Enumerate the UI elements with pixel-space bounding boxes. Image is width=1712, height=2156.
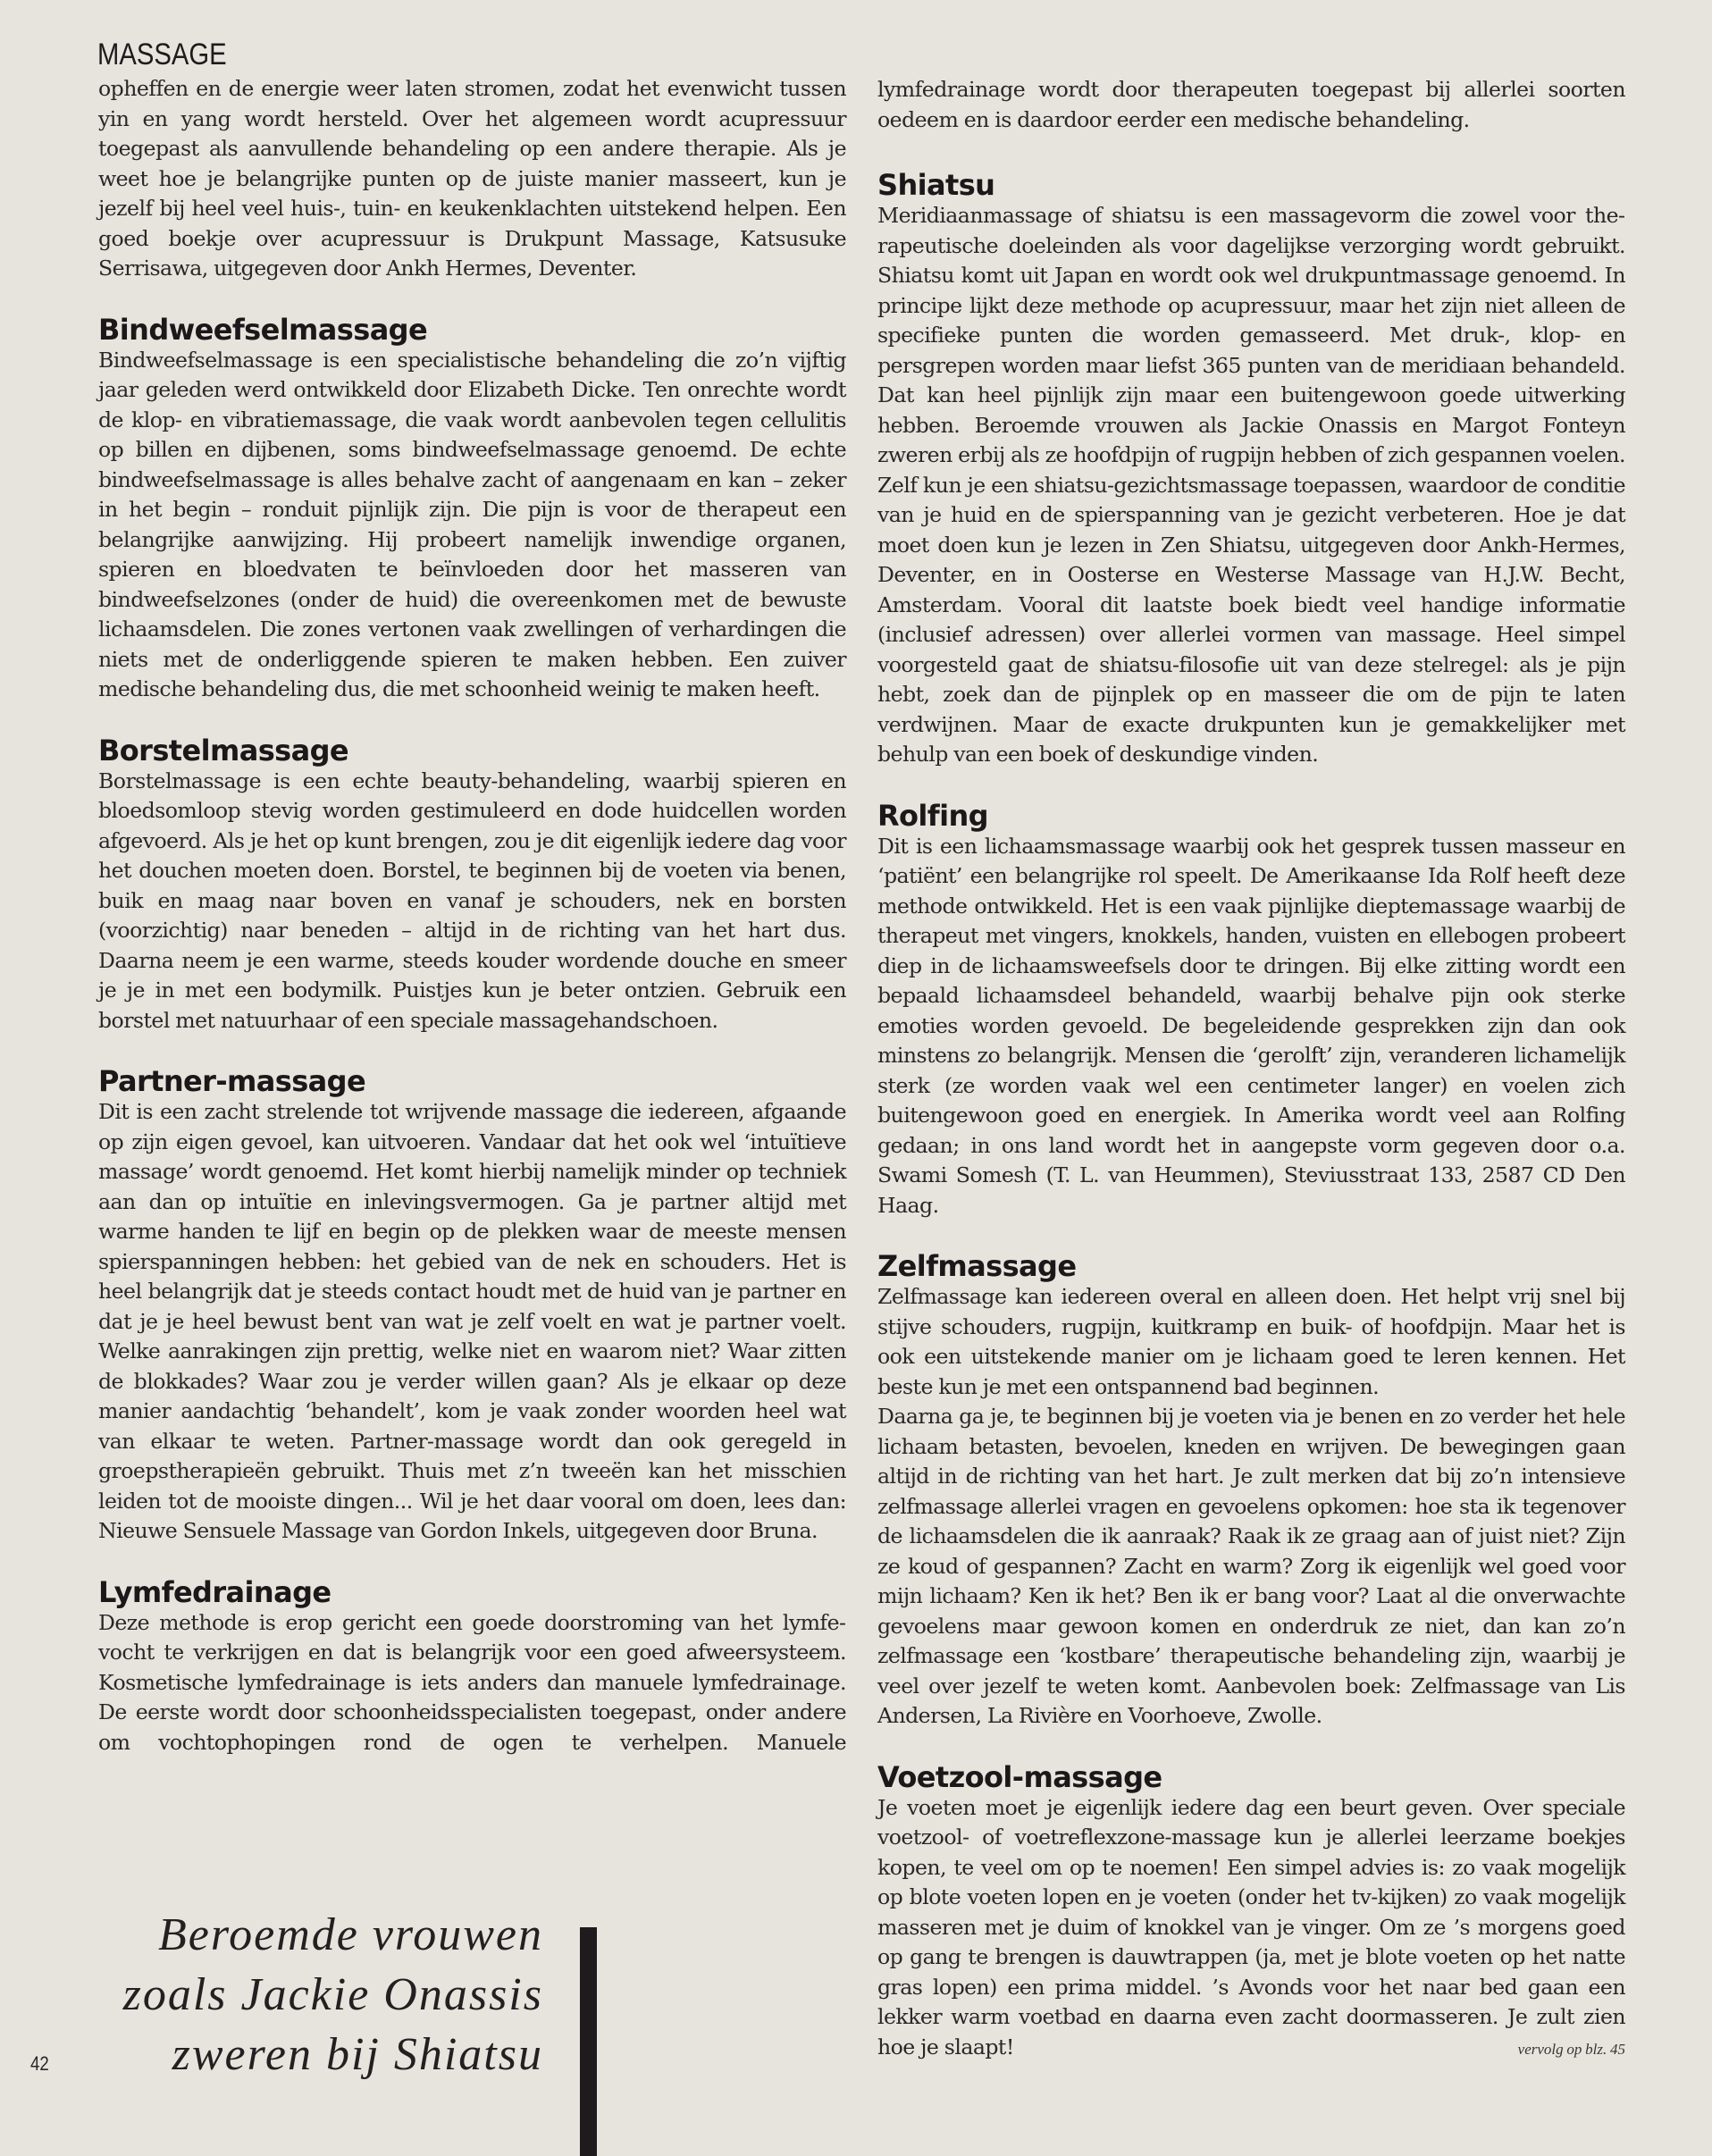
section-shiatsu [877,169,1625,770]
section-borstelmassage [98,734,846,1036]
section-heading: Rolfing [877,798,988,833]
section-heading: Partner-massage [98,1064,366,1098]
section-voetzool-massage [877,1761,1625,2063]
section-body: Deze methode is erop gericht een goede doorstroming van het lymfevocht te verkrijgen en dat is belangrijk voor een goed afweersysteem. Kosmetische lymfedrainage is iets anders dan manuele lymfedrainage. De eerste wordt door schoonheidsspecialisten toegepast, onder andere om vochtophopingen rond de ogen te verhelpen. Manuele [98,1609,846,1755]
section-heading: Lymfedrainage [98,1574,331,1609]
section-heading: Bindweefselmassage [98,312,428,347]
section-rolfing [877,800,1625,1221]
pull-quote-line: zweren bij Shiatsu [172,2029,543,2080]
section-body-continued: Daarna ga je, te beginnen bij je voeten via je benen en zo verder het hele lichaam betasten, bevoelen, kneden en wrijven. De bewegingen gaan altijd in de richting van het hart. Je zult merken dat bij zo’n intensieve zelfmassage allerlei vragen en gevoelens opkomen: hoe sta ik tegenover de lichaamsdelen die ik aanraak? Raak ik ze graag aan of juist niet? Zijn ze koud of gespannen? Zacht en warm? Zorg ik eigenlijk wel goed voor mijn lichaam? Ken ik het? Ben ik er bang voor? Laat al die onverwachte gevoelens maar gewoon komen en onderdruk ze niet, dan kan zo’n zelfmassage een ‘kostbare’ therapeutische behandeling zijn, waarbij je veel over jezelf te weten komt. Aanbevolen boek: Zelfmassage van Lis Andersen, La Rivière en Voorhoeve, Zwolle. [877,1404,1625,1728]
continuation-paragraph: lymfedrainage wordt door therapeuten toegepast bij allerlei soorten oedeem en is daardoor eerder een medische behandeling. [877,77,1625,132]
right-column [877,75,1625,2064]
section-lymfedrainage [98,1576,846,1758]
pull-quote-line: zoals Jackie Onassis [122,1969,543,2020]
section-body-text: Je voeten moet je eigenlijk iedere dag een beurt geven. Over speciale voetzool- of voetreflexzone-massage kun je allerlei leerzame boekjes kopen, te veel om op te noemen! Een simpel advies is: zo vaak mogelijk op blote voeten lopen en je voeten (onder het tv-kijken) zo vaak mogelijk masseren met je duim of knokkel van je vinger. Om ze ’s morgens goed op gang te brengen is dauwtrappen (ja, met je blote voeten op het natte gras lopen) een prima middel. ’s Avonds voor het naar bed gaan een lekker warm voetbad en daarna even zacht doormasseren. Je zult zien hoe je slaapt! [877,1794,1625,2060]
vertical-rule [580,1927,597,2156]
section-body: Dit is een lichaamsmassage waarbij ook het gesprek tussen masseur en ‘patiënt’ een belangrijke rol speelt. De Amerikaanse Ida Rolf heeft deze methode ontwikkeld. Het is een vaak pijnlijke dieptemassage waarbij de therapeut met vingers, knokkels, handen, vuisten en ellebogen probeert diep in de lichaamsweefsels door te dringen. Bij elke zitting wordt een bepaald lichaamsdeel behandeld, waarbij behalve pijn ook sterke emoties worden gevoeld. De begeleidende gesprekken zijn dan ook minstens zo belangrijk. Mensen die ‘gerolft’ zijn, veranderen lichamelijk sterk (ze worden vaak wel een centimeter langer) en voelen zich buitengewoon goed en energiek. In Amerika wordt veel aan Rolfing gedaan; in ons land wordt het in aangepste vorm gegeven door o.a. Swami Somesh (T. L. van Heummen), Steviusstraat 133, 2587 CD Den Haag. [877,833,1625,1218]
section-body: Zelfmassage kan iedereen overal en alleen doen. Het helpt vrij snel bij stijve schouders, rugpijn, kuitkramp en buik- of hoofdpijn. Maar het is ook een uitstekende manier om je lichaam goed te leren kennen. Het beste kun je met een ontspannend bad beginnen. [877,1284,1625,1399]
section-heading: Borstelmassage [98,733,349,768]
page-number: 42 [30,2052,49,2075]
section-heading: Voetzool-massage [877,1759,1162,1794]
pull-quote-line: Beroemde vrouwen [157,1909,543,1960]
section-body: Bindweefselmassage is een specialistische behandeling die zo’n vijftig jaar geleden werd ontwikkeld door Elizabeth Dicke. Ten onrechte wordt de klop- en vibratiemassage, die vaak wordt aanbevolen tegen cellulitis op billen en dijbenen, soms bindweefselmassage genoemd. De echte bindweefselmassage is alles behalve zacht of aangenaam en kan – zeker in het begin – ronduit pijnlijk zijn. Die pijn is voor de therapeut een belangrijke aanwijzing. Hij probeert namelijk inwendige organen, spieren en bloedvaten te beïnvloeden door het masseren van bindweefselzones (onder de huid) die overeenkomen met de bewuste lichaamsdelen. Die zones vertonen vaak zwellingen of verhardingen die niets met de onderliggende spieren te maken hebben. Een zuiver medische behandeling dus, die met schoonheid weinig te maken heeft. [98,347,846,701]
section-bindweefselmassage [98,314,846,705]
section-zelfmassage [877,1250,1625,1732]
section-partner-massage [98,1065,846,1547]
continued-on-page-link[interactable]: vervolg op blz. 45 [1517,2040,1625,2058]
section-body: Borstelmassage is een echte beauty-behandeling, waarbij spieren en bloedsomloop stevig worden gestimuleerd en dode huidcellen worden afgevoerd. Als je het op kunt brengen, zou je dit eigenlijk iedere dag voor het douchen moeten doen. Borstel, te beginnen bij de voeten via benen, buik en maag naar boven en vanaf je schouders, nek en borsten (voorzichtig) naar beneden – altijd in de richting van het hart dus. Daarna neem je een warme, steeds kouder wordende douche en smeer je je in met een bodymilk. Puistjes kun je beter ontzien. Gebruik een borstel met natuurhaar of een speciale massagehandschoen. [98,768,846,1033]
running-head: MASSAGE [97,38,227,71]
section-body [877,1793,1625,2063]
intro-paragraph: opheffen en de energie weer laten stromen, zodat het evenwicht tussen yin en yang wordt hersteld. Over het algemeen wordt acupressuur toegepast als aanvullende behandeling op een andere therapie. Als je weet hoe je belangrijke punten op de juiste manier masseert, kun je jezelf bij heel veel huis-, tuin- en keukenklachten uitstekend helpen. Een goed boekje over acupressuur is Drukpunt Massage, Katsusuke Serrisawa, uitgegeven door Ankh Hermes, Deventer. [98,76,846,281]
left-column [98,74,846,1758]
pull-quote [89,1905,543,2085]
section-heading: Zelfmassage [877,1249,1077,1283]
section-body: Dit is een zacht strelende tot wrijvende massage die iedereen, afgaande op zijn eigen gevoel, kan uitvoeren. Vandaar dat het ook wel ‘intuïtieve massage’ wordt genoemd. Het komt hierbij namelijk minder op techniek aan dan op intuïtie en inlevingsvermogen. Ga je partner altijd met warme handen te lijf en begin op de plekken waar de meeste mensen spierspanningen hebben: het gebied van de nek en schouders. Het is heel belangrijk dat je steeds contact houdt met de huid van je partner en dat je je heel bewust bent van wat je zelf voelt en wat je partner voelt. Welke aanrakingen zijn prettig, welke niet en waarom niet? Waar zitten de blokkades? Waar zou je verder willen gaan? Als je elkaar op deze manier aandachtig ‘behandelt’, kom je vaak zonder woorden heel wat van elkaar te weten. Partner-massage wordt dan ook geregeld in groepstherapieën gebruikt. Thuis met z’n tweeën kan het misschien leiden tot de mooiste dingen... Wil je het daar vooral om doen, lees dan: Nieuwe Sensuele Massage van Gordon Inkels, uitgegeven door Bruna. [98,1099,846,1543]
section-heading: Shiatsu [877,168,995,202]
section-body: Meridiaanmassage of shiatsu is een massagevorm die zowel voor therapeutische doeleinden als voor dagelijkse verzorging wordt gebruikt. Shiatsu komt uit Japan en wordt ook wel drukpuntmassage genoemd. In principe lijkt deze methode op acupressuur, maar het zijn niet alleen de specifieke punten die worden gemasseerd. Met druk-, klop- en persgrepen worden maar liefst 365 punten van de meridiaan behandeld. Dat kan heel pijnlijk zijn maar een buitengewoon goede uitwerking hebben. Beroemde vrouwen als Jackie Onassis en Margot Fonteyn zweren erbij als ze hoofdpijn of rugpijn hebben of zich gespannen voelen. Zelf kun je een shiatsu-gezichtsmassage toepassen, waardoor de conditie van je huid en de spierspanning van je gezicht verbeteren. Hoe je dat moet doen kun je lezen in Zen Shiatsu, uitgegeven door Ankh-Hermes, Deventer, en in Oosterse en Westerse Massage van H.J.W. Becht, Amsterdam. Vooral dit laatste boek biedt veel handige informatie (inclusief adressen) over allerlei vormen van massage. Heel simpel voorgesteld gaat de shiatsu-filosofie uit van deze stelregel: als je pijn hebt, zoek dan de pijnplek op en masseer die om de pijn te laten verdwijnen. Maar de exacte drukpunten kun je gemakkelijker met behulp van een boek of deskundige vinden. [877,203,1625,767]
